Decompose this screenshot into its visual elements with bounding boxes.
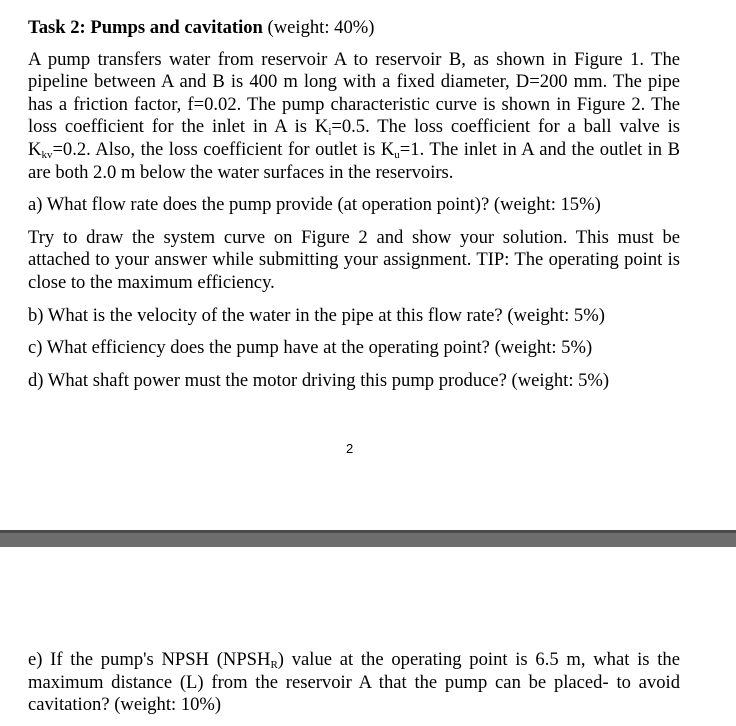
- page-number: 2: [346, 441, 354, 456]
- question-e-text-1: e) If the pump's NPSH (NPSH: [28, 649, 271, 670]
- question-b: b) What is the velocity of the water in the pipe at this flow rate? (weight: 5%): [28, 304, 605, 326]
- task-heading-title: Task 2: Pumps and cavitation: [28, 17, 263, 38]
- question-e: [28, 649, 680, 717]
- task-heading: [28, 17, 680, 40]
- subscript-u: u: [394, 148, 400, 161]
- problem-text-1: A pump transfers water from reservoir A to reservoir B, as shown in Figure 1. The pipeline between A and B is 400 m long with a fixed diameter, D=200 mm. The pipe has a friction factor, f=0.02. The pump characteristic curve is shown in Figure 2. The loss coefficient for the inlet in A is K: [28, 48, 680, 138]
- page-separator: [0, 530, 736, 547]
- system-curve-instruction: Try to draw the system curve on Figure 2 and show your solution. This must be attached to your answer while submitting your assignment. TIP: The operating point is close to the maximum efficiency.: [28, 226, 680, 293]
- problem-statement: [28, 49, 680, 185]
- question-c: c) What efficiency does the pump have at the operating point? (weight: 5%): [28, 337, 593, 359]
- problem-text-4: =1. The inlet in A and the outlet in B are both 2.0 m below the water surfaces in the reservoirs.: [28, 138, 681, 183]
- problem-text-2: =0.5. The loss coefficient for a ball valve is K: [28, 116, 680, 160]
- problem-text-3: =0.2. Also, the loss coefficient for outlet is K: [52, 138, 395, 160]
- question-e-text-2: ) value at the operating point is 6.5 m, what is the maximum distance (L) from the reservoir A that the pump can be placed- to avoid cavitation? (weight: 10%): [28, 649, 680, 716]
- question-d: d) What shaft power must the motor driving this pump produce? (weight: 5%): [28, 369, 610, 391]
- subscript-r: R: [270, 659, 278, 671]
- page-1-content: [28, 17, 680, 392]
- task-heading-weight: (weight: 40%): [262, 17, 375, 38]
- question-a: a) What flow rate does the pump provide (at operation point)? (weight: 15%): [28, 194, 601, 216]
- subscript-i: i: [328, 126, 332, 139]
- subscript-kv: kv: [41, 148, 53, 161]
- document-page-2: [0, 547, 736, 726]
- page-separator-edge: [0, 530, 736, 533]
